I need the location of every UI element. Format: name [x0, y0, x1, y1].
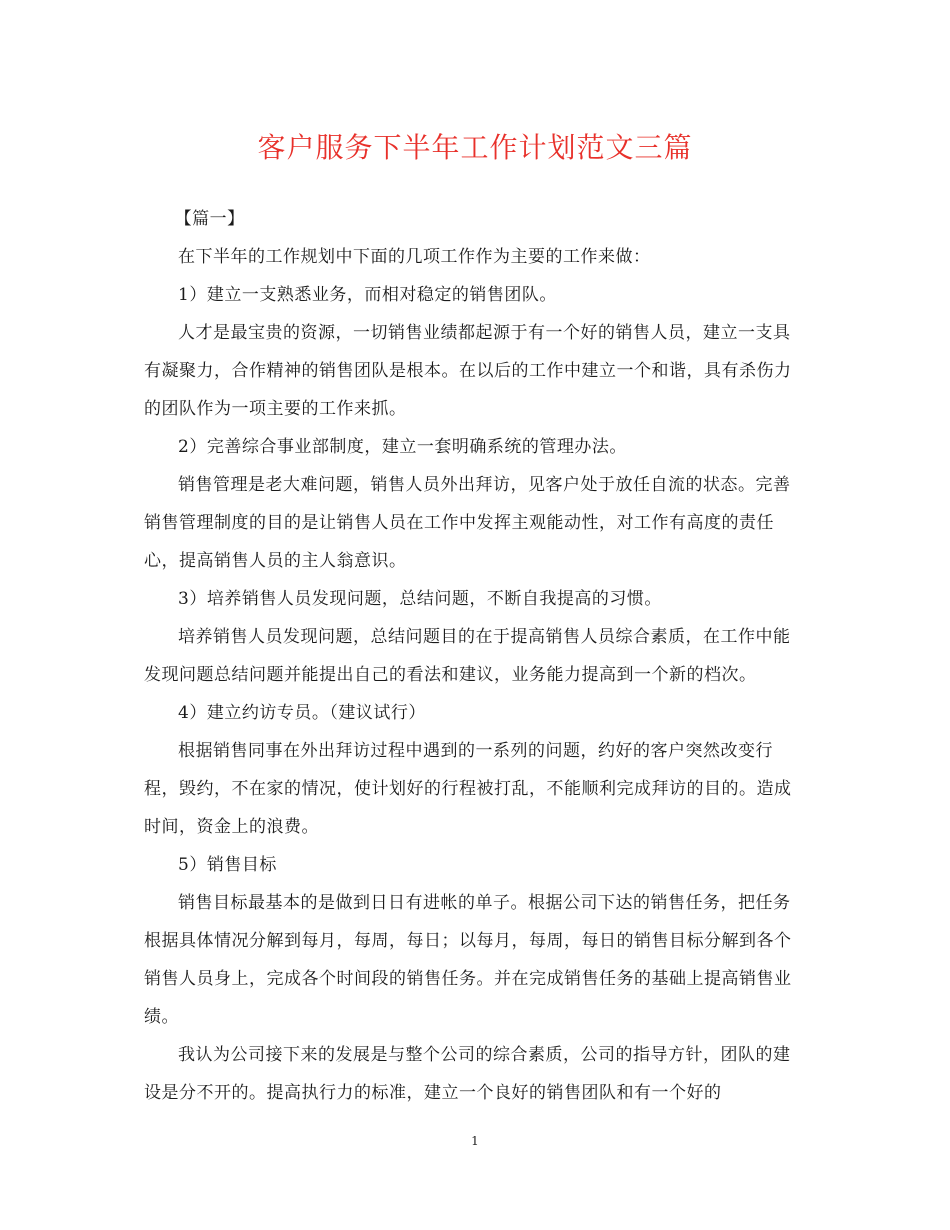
paragraph: 销售管理是老大难问题，销售人员外出拜访，见客户处于放任自流的状态。完善销售管理制度的目的是让销售人员在工作中发挥主观能动性，对工作有高度的责任心，提高销售人员的主人翁意识。 [144, 475, 791, 571]
document-title: 客户服务下半年工作计划范文三篇 [257, 131, 693, 164]
paragraph: 我认为公司接下来的发展是与整个公司的综合素质，公司的指导方针，团队的建设是分不开的。提高执行力的标准，建立一个良好的销售团队和有一个好的 [144, 1045, 791, 1103]
paragraph: 销售目标最基本的是做到日日有进帐的单子。根据公司下达的销售任务，把任务根据具体情况分解到每月，每周，每日；以每月，每周，每日的销售目标分解到各个销售人员身上，完成各个时间段的销售任务。并在完成销售任务的基础上提高销售业绩。 [144, 893, 792, 1027]
paragraph: 人才是最宝贵的资源，一切销售业绩都起源于有一个好的销售人员，建立一支具有凝聚力，合作精神的销售团队是根本。在以后的工作中建立一个和谐，具有杀伤力的团队作为一项主要的工作来抓。 [144, 323, 792, 419]
page-number: 1 [471, 1134, 479, 1148]
paragraph: 3）培养销售人员发现问题，总结问题，不断自我提高的习惯。 [178, 589, 662, 609]
paragraph: 2）完善综合事业部制度，建立一套明确系统的管理办法。 [178, 437, 627, 457]
paragraph: 在下半年的工作规划中下面的几项工作作为主要的工作来做： [178, 247, 651, 267]
section-label: 【篇一】 [174, 209, 245, 229]
paragraph: 5）销售目标 [178, 855, 277, 875]
paragraph: 4）建立约访专员。（建议试行） [178, 703, 426, 723]
paragraph: 1）建立一支熟悉业务，而相对稳定的销售团队。 [178, 285, 557, 305]
document-body [144, 200, 806, 1112]
paragraph: 根据销售同事在外出拜访过程中遇到的一系列的问题，约好的客户突然改变行程，毁约，不在家的情况，使计划好的行程被打乱，不能顺利完成拜访的目的。造成时间，资金上的浪费。 [144, 741, 792, 837]
paragraph: 培养销售人员发现问题，总结问题目的在于提高销售人员综合素质，在工作中能发现问题总结问题并能提出自己的看法和建议，业务能力提高到一个新的档次。 [144, 627, 791, 685]
